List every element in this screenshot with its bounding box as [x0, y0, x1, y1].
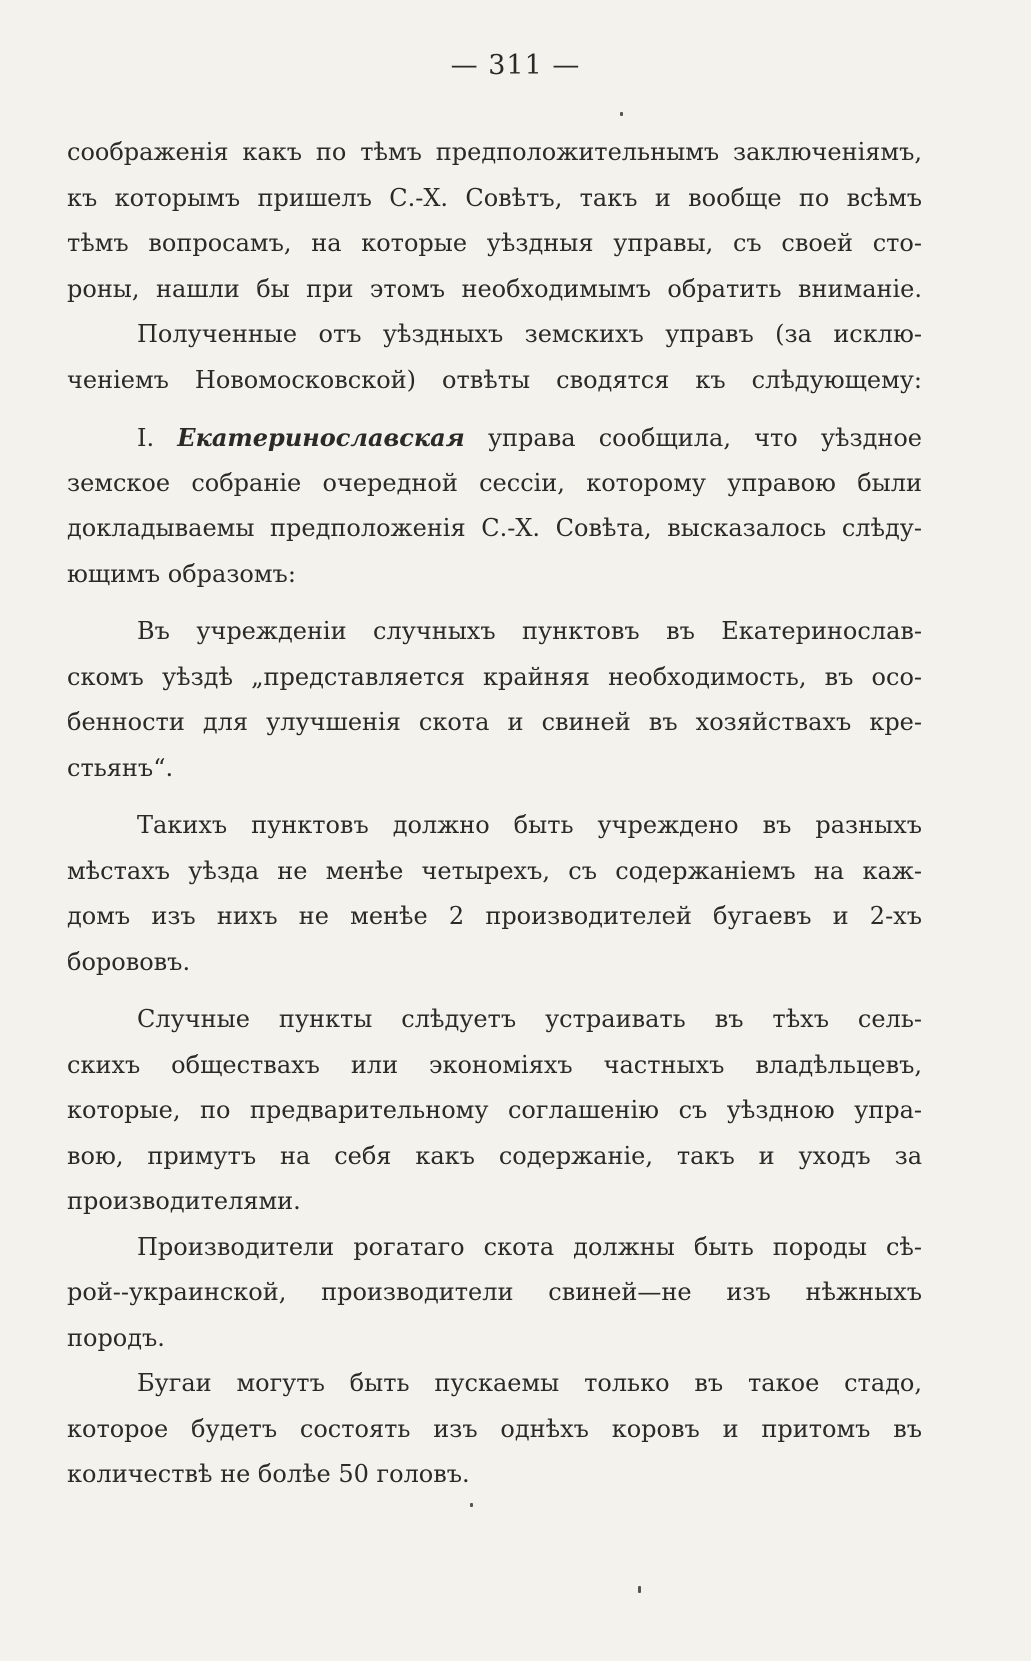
text-line: ющимъ образомъ:: [67, 559, 296, 588]
text-line: производителями.: [67, 1187, 301, 1215]
text-line: тѣмъ вопросамъ, на которые уѣздныя управы, съ своей сто-: [67, 229, 922, 257]
text-line: Такихъ пунктовъ должно быть учреждено въ разныхъ: [137, 811, 922, 839]
paragraph-3: [67, 415, 922, 597]
district-name: Екатеринославская: [177, 423, 465, 452]
page-number: — 311 —: [450, 50, 581, 81]
paragraph-8: [67, 1361, 922, 1498]
text-line: земское собраніе очередной сессіи, которому управою были: [67, 468, 922, 497]
text-line: Случные пункты слѣдуетъ устраивать въ тѣхъ сель-: [137, 1005, 922, 1033]
text-line: которое будетъ состоять изъ однѣхъ коровъ и притомъ въ: [67, 1414, 922, 1443]
text-line: борововъ.: [67, 947, 191, 976]
text-line: соображенія какъ по тѣмъ предположительнымъ заключеніямъ,: [67, 138, 922, 166]
paragraph-4: [67, 609, 922, 791]
text-line: скомъ уѣздѣ „представляется крайняя необходимость, въ осо-: [67, 662, 922, 691]
text-line: вою, примутъ на себя какъ содержаніе, такъ и уходъ за: [67, 1141, 922, 1170]
text-line: Въ учрежденіи случныхъ пунктовъ въ Екатеринослав-: [137, 617, 922, 645]
section-number: I.: [137, 424, 155, 452]
text-line: Полученные отъ уѣздныхъ земскихъ управъ (за исклю-: [137, 320, 922, 348]
text-line: стьянъ“.: [67, 753, 174, 782]
text-fragment: управа сообщила, что уѣздное: [487, 424, 922, 452]
text-line: Производители рогатаго скота должны быть породы сѣ-: [137, 1232, 922, 1261]
text-line: количествѣ не болѣе 50 головъ.: [67, 1460, 470, 1488]
text-line: бенности для улучшенія скота и свиней въ хозяйствахъ кре-: [67, 708, 922, 736]
body-text: [67, 130, 922, 1498]
text-line: Бугаи могутъ быть пускаемы только въ такое стадо,: [137, 1369, 922, 1397]
paragraph-gap: [67, 403, 922, 415]
text-line: роны, нашли бы при этомъ необходимымъ обратить вниманіе.: [67, 274, 922, 303]
text-line: скихъ обществахъ или экономіяхъ частныхъ владѣльцевъ,: [67, 1050, 922, 1079]
paragraph-gap: [67, 597, 922, 609]
print-speck: [620, 112, 623, 116]
print-speck: [470, 1503, 473, 1507]
text-line: которые, по предварительному соглашенію съ уѣздною упра-: [67, 1096, 922, 1124]
text-line: породъ.: [67, 1323, 165, 1352]
paragraph-gap: [67, 791, 922, 803]
text-line: рой--украинской, производители свиней—не изъ нѣжныхъ: [67, 1278, 922, 1306]
paragraph-gap: [67, 985, 922, 997]
paragraph-5: [67, 803, 922, 985]
text-line: домъ изъ нихъ не менѣе 2 производителей бугаевъ и 2-хъ: [67, 902, 922, 930]
paragraph-7: [67, 1225, 922, 1362]
print-speck: [638, 1586, 641, 1593]
text-line: [67, 415, 922, 461]
paragraph-1: [67, 130, 922, 312]
text-line: ченіемъ Новомосковской) отвѣты сводятся къ слѣдующему:: [67, 365, 922, 394]
paragraph-2: [67, 312, 922, 403]
text-line: къ которымъ пришелъ С.-Х. Совѣтъ, такъ и вообще по всѣмъ: [67, 183, 922, 212]
text-line: мѣстахъ уѣзда не менѣе четырехъ, съ содержаніемъ на каж-: [67, 856, 922, 885]
text-line: докладываемы предположенія С.-Х. Совѣта, высказалось слѣду-: [67, 514, 922, 542]
paragraph-6: [67, 997, 922, 1225]
